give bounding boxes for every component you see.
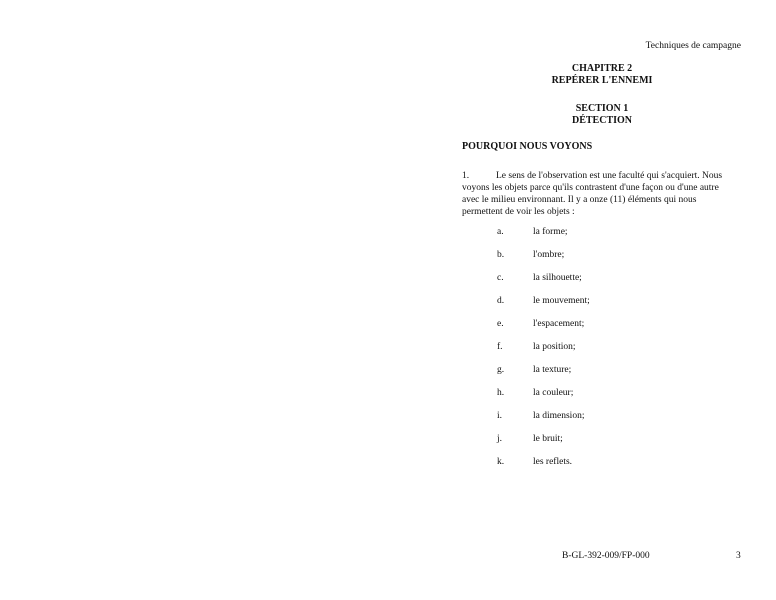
- list-item: [497, 249, 590, 272]
- list-letter: f.: [497, 342, 503, 352]
- section-heading: [462, 103, 742, 127]
- list-letter: a.: [497, 227, 504, 237]
- list-text: la texture;: [533, 365, 572, 375]
- list-text: l'ombre;: [533, 250, 565, 260]
- list-text: la dimension;: [533, 411, 585, 421]
- running-header: Techniques de campagne: [645, 41, 741, 51]
- document-code: B-GL-392-009/FP-000: [562, 551, 650, 561]
- subheading: POURQUOI NOUS VOYONS: [462, 141, 593, 152]
- list-text: la position;: [533, 342, 576, 352]
- elements-list: [497, 226, 590, 479]
- list-item: [497, 364, 590, 387]
- list-letter: i.: [497, 411, 503, 421]
- list-item: [497, 387, 590, 410]
- paragraph-1: [462, 170, 752, 218]
- list-letter: d.: [497, 296, 505, 306]
- paragraph-line: avec le milieu environnant. Il y a onze (11) éléments qui nous: [462, 195, 697, 205]
- list-item: [497, 410, 590, 433]
- list-item: [497, 433, 590, 456]
- paragraph-line: voyons les objets parce qu'ils contrastent d'une façon ou d'une autre: [462, 183, 719, 193]
- list-letter: g.: [497, 365, 505, 375]
- list-letter: c.: [497, 273, 504, 283]
- list-letter: j.: [497, 434, 503, 444]
- list-letter: e.: [497, 319, 504, 329]
- list-text: le bruit;: [533, 434, 563, 444]
- list-text: la couleur;: [533, 388, 574, 398]
- list-item: [497, 272, 590, 295]
- list-item: [497, 318, 590, 341]
- list-text: la silhouette;: [533, 273, 582, 283]
- list-item: [497, 295, 590, 318]
- paragraph-line: permettent de voir les objets :: [462, 207, 575, 217]
- paragraph-number: 1.: [462, 171, 470, 181]
- list-text: le mouvement;: [533, 296, 590, 306]
- list-text: la forme;: [533, 227, 568, 237]
- page-number: 3: [736, 551, 741, 561]
- list-item: [497, 456, 590, 479]
- paragraph-text: Le sens de l'observation est une faculté qui s'acquiert. Nous: [496, 171, 723, 181]
- chapter-heading: [462, 63, 742, 87]
- section-title: DÉTECTION: [571, 115, 632, 126]
- list-letter: k.: [497, 457, 505, 467]
- chapter-label: CHAPITRE 2: [571, 63, 633, 74]
- list-letter: b.: [497, 250, 505, 260]
- list-text: les reflets.: [533, 457, 573, 467]
- section-label: SECTION 1: [575, 103, 629, 114]
- list-item: [497, 341, 590, 364]
- list-letter: h.: [497, 388, 505, 398]
- list-item: [497, 226, 590, 249]
- paragraph-line: [462, 170, 752, 182]
- chapter-title: REPÉRER L'ENNEMI: [551, 75, 653, 86]
- list-text: l'espacement;: [533, 319, 585, 329]
